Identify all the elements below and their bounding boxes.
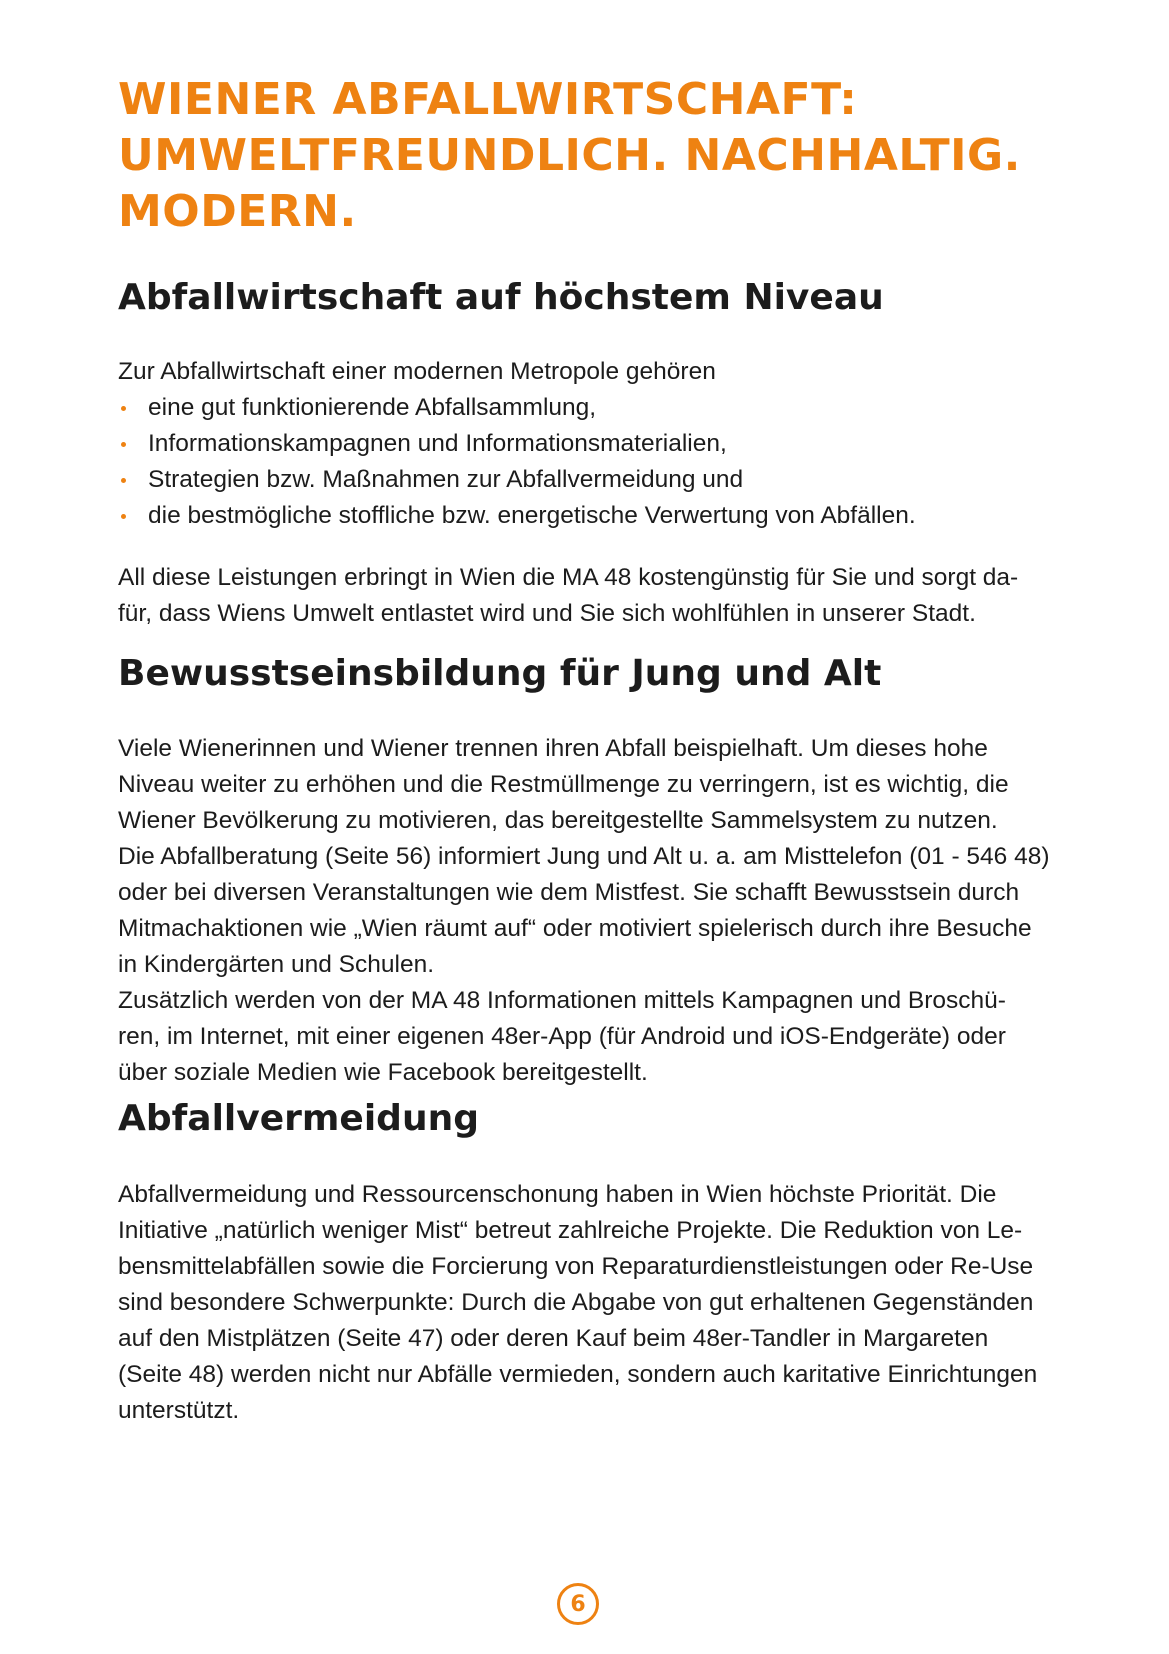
section-heading-niveau: Abfallwirtschaft auf höchstem Niveau xyxy=(118,277,884,318)
paragraph-line: sind besondere Schwerpunkte: Durch die Abgabe von gut erhaltenen Gegenständen xyxy=(118,1289,1034,1316)
bullet-dot-icon xyxy=(121,442,126,447)
main-title-line: WIENER ABFALLWIRTSCHAFT: xyxy=(118,74,858,125)
paragraph-line: bensmittelabfällen sowie die Forcierung von Reparaturdienstleistungen oder Re-Use xyxy=(118,1253,1034,1280)
paragraph-line: Abfallvermeidung und Ressourcenschonung haben in Wien höchste Priorität. Die xyxy=(118,1181,997,1208)
paragraph-line: auf den Mistplätzen (Seite 47) oder deren Kauf beim 48er-Tandler in Margareten xyxy=(118,1325,989,1352)
section-niveau-body xyxy=(118,354,1088,534)
paragraph-line: (Seite 48) werden nicht nur Abfälle vermieden, sondern auch karitative Einrichtungen xyxy=(118,1361,1038,1388)
list-item: Strategien bzw. Maßnahmen zur Abfallvermeidung und xyxy=(118,462,1088,498)
paragraph-line: Initiative „natürlich weniger Mist“ betreut zahlreiche Projekte. Die Reduktion von Le- xyxy=(118,1217,1023,1244)
list-item: eine gut funktionierende Abfallsammlung, xyxy=(118,390,1088,426)
paragraph-line: ren, im Internet, mit einer eigenen 48er-App (für Android und iOS-Endgeräte) oder xyxy=(118,1023,1006,1050)
section-heading-abfallvermeidung: Abfallvermeidung xyxy=(118,1098,479,1139)
bullet-dot-icon xyxy=(121,478,126,483)
bullet-list xyxy=(118,390,1088,534)
paragraph-line: Viele Wienerinnen und Wiener trennen ihren Abfall beispielhaft. Um dieses hohe xyxy=(118,735,988,762)
main-title-line: UMWELTFREUNDLICH. NACHHALTIG. xyxy=(118,130,1021,181)
page-number: 6 xyxy=(557,1583,599,1625)
paragraph-line: Zusätzlich werden von der MA 48 Informationen mittels Kampagnen und Broschü- xyxy=(118,987,1006,1014)
section-abfallvermeidung-paragraph xyxy=(118,1177,1088,1429)
paragraph-line: über soziale Medien wie Facebook bereitgestellt. xyxy=(118,1059,648,1086)
section-heading-bewusstsein: Bewusstseinsbildung für Jung und Alt xyxy=(118,653,882,694)
paragraph-line: Wiener Bevölkerung zu motivieren, das bereitgestellte Sammelsystem zu nutzen. xyxy=(118,807,998,834)
paragraph-line: in Kindergärten und Schulen. xyxy=(118,951,434,978)
section-bewusstsein-paragraph xyxy=(118,731,1088,1091)
list-item: Informationskampagnen und Informationsmaterialien, xyxy=(118,426,1088,462)
paragraph-line: Die Abfallberatung (Seite 56) informiert Jung und Alt u. a. am Misttelefon (01 - 546 48) xyxy=(118,843,1050,870)
bullet-dot-icon xyxy=(121,406,126,411)
main-title-line: MODERN. xyxy=(118,186,357,237)
section-niveau-paragraph xyxy=(118,560,1088,632)
list-item: die bestmögliche stoffliche bzw. energetische Verwertung von Abfällen. xyxy=(118,498,1088,534)
paragraph-line: All diese Leistungen erbringt in Wien die MA 48 kostengünstig für Sie und sorgt da- xyxy=(118,564,1019,591)
bullet-dot-icon xyxy=(121,514,126,519)
paragraph-line: für, dass Wiens Umwelt entlastet wird und Sie sich wohlfühlen in unserer Stadt. xyxy=(118,600,976,627)
paragraph-line: oder bei diversen Veranstaltungen wie dem Mistfest. Sie schafft Bewusstsein durch xyxy=(118,879,1020,906)
paragraph-line: Mitmachaktionen wie „Wien räumt auf“ oder motiviert spielerisch durch ihre Besuche xyxy=(118,915,1032,942)
main-title xyxy=(118,72,1078,240)
paragraph-line: unterstützt. xyxy=(118,1397,240,1424)
paragraph-line: Niveau weiter zu erhöhen und die Restmüllmenge zu verringern, ist es wichtig, die xyxy=(118,771,1009,798)
intro-line: Zur Abfallwirtschaft einer modernen Metropole gehören xyxy=(118,358,716,385)
